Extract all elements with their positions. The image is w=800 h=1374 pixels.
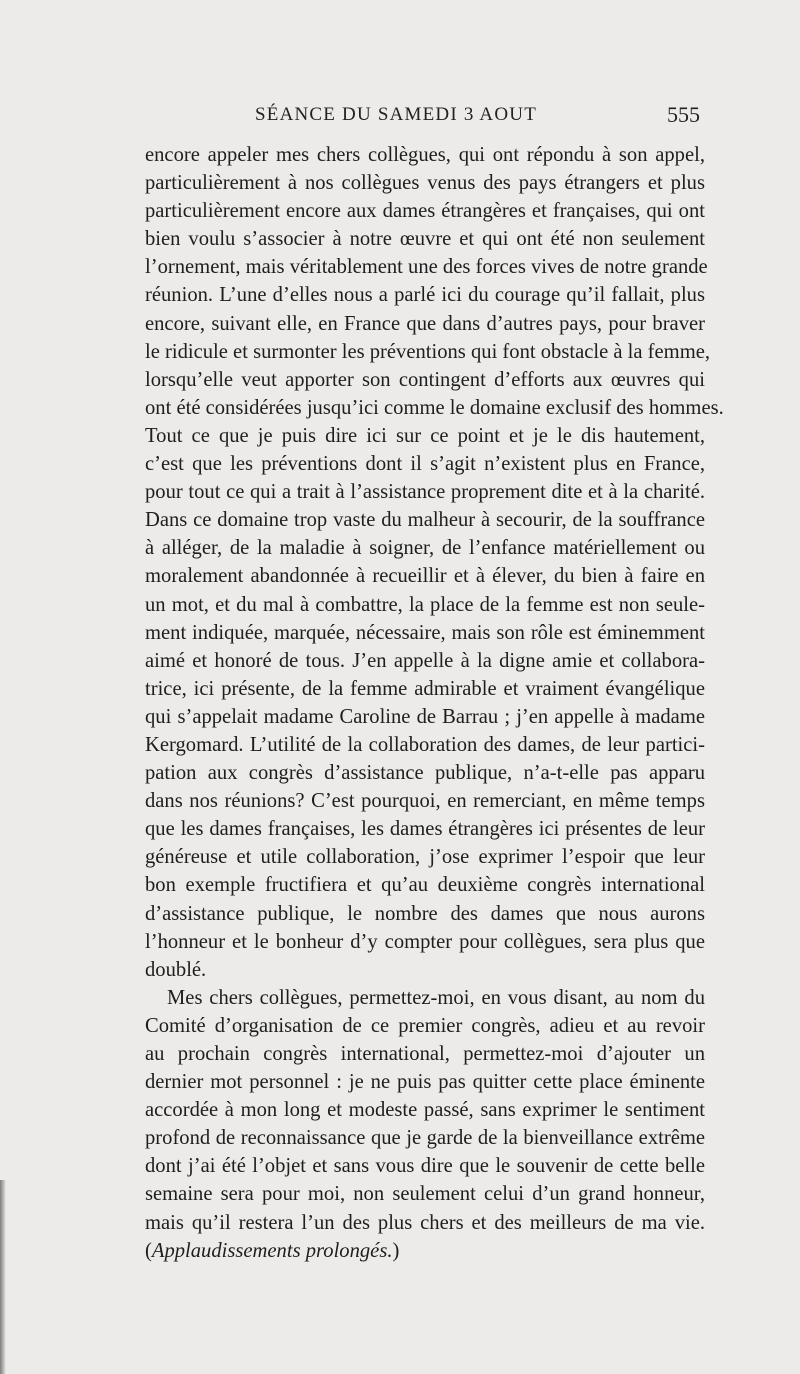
text-line: l’ornement, mais véritablement une des forces vives de notre grande: [145, 256, 708, 279]
running-title: SÉANCE DU SAMEDI 3 AOUT: [255, 104, 537, 125]
text-line: c’est que les préventions dont il s’agit n’existent plus en France,: [145, 453, 705, 476]
text-line: Kergomard. L’utilité de la collaboration des dames, de leur partici-: [145, 733, 705, 756]
page-number: 555: [667, 102, 700, 127]
text-line: moralement abandonnée à recueillir et à élever, du bien à faire en: [145, 565, 705, 588]
text-line: trice, ici présente, de la femme admirable et vraiment évangélique: [145, 677, 705, 700]
page-edge-shadow: [0, 1180, 6, 1374]
text-line: l’honneur et le bonheur d’y compter pour collègues, sera plus que: [145, 930, 705, 953]
text-line: Mes chers collègues, permettez-moi, en vous disant, au nom du: [167, 986, 705, 1009]
closing-close-paren: ): [392, 1239, 400, 1262]
text-line: encore appeler mes chers collègues, qui ont répondu à son appel,: [145, 144, 705, 166]
text-line: bien voulu s’associer à notre œuvre et qui ont été non seulement: [145, 228, 705, 251]
text-line: pour tout ce qui a trait à l’assistance proprement dite et à la charité.: [145, 481, 705, 504]
text-line: un mot, et du mal à combattre, la place de la femme est non seule-: [145, 593, 705, 616]
running-head: [145, 100, 700, 130]
text-line: généreuse et utile collaboration, j’ose exprimer l’espoir que leur: [145, 846, 705, 869]
text-line: encore, suivant elle, en France que dans d’autres pays, pour braver: [145, 312, 705, 335]
text-line: semaine sera pour moi, non seulement celui d’un grand honneur,: [145, 1183, 705, 1206]
text-line: dans nos réunions? C’est pourquoi, en remerciant, en même temps: [145, 790, 705, 813]
text-line: lorsqu’elle veut apporter son contingent d’efforts aux œuvres qui: [145, 368, 705, 391]
text-line: particulièrement à nos collègues venus des pays étrangers et plus: [145, 172, 705, 195]
text-line: bon exemple fructifiera et qu’au deuxième congrès international: [145, 874, 705, 897]
text-line: doublé.: [145, 958, 207, 981]
text-line: profond de reconnaissance que je garde de la bienveillance extrême: [145, 1127, 705, 1150]
closing-remark: [145, 1237, 705, 1265]
text-line: au prochain congrès international, permettez-moi d’ajouter un: [145, 1043, 705, 1065]
text-line: le ridicule et surmonter les préventions qui font obstacle à la femme,: [145, 340, 711, 363]
text-line: dont j’ai été l’objet et sans vous dire que le souvenir de cette belle: [145, 1155, 705, 1178]
text-line: ment indiquée, marquée, nécessaire, mais son rôle est éminemment: [145, 621, 705, 644]
text-line: pation aux congrès d’assistance publique, n’a-t-elle pas apparu: [145, 762, 705, 785]
text-line: particulièrement encore aux dames étrangères et françaises, qui ont: [145, 200, 705, 223]
text-line: Comité d’organisation de ce premier congrès, adieu et au revoir: [145, 1014, 705, 1037]
text-line: Tout ce que je puis dire ici sur ce point et je le dis hautement,: [145, 424, 705, 447]
text-line: que les dames françaises, les dames étrangères ici présentes de leur: [145, 818, 705, 841]
text-line: dernier mot personnel : je ne puis pas quitter cette place éminente: [145, 1071, 705, 1094]
text-line: aimé et honoré de tous. J’en appelle à la digne amie et collabora-: [145, 649, 705, 672]
text-line: à alléger, de la maladie à soigner, de l’enfance matériellement ou: [145, 537, 705, 560]
text-line: d’assistance publique, le nombre des dames que nous aurons: [145, 902, 705, 925]
text-line: Dans ce domaine trop vaste du malheur à secourir, de la souffrance: [145, 509, 705, 532]
closing-applause: Applaudissements prolongés.: [151, 1239, 393, 1262]
text-line: qui s’appelait madame Caroline de Barrau ; j’en appelle à madame: [145, 705, 705, 728]
closing-open-paren: (: [145, 1239, 152, 1262]
text-line: ont été considérées jusqu’ici comme le domaine exclusif des hommes.: [145, 396, 724, 419]
text-line: réunion. L’une d’elles nous a parlé ici du courage qu’il fallait, plus: [145, 284, 705, 307]
text-line: accordée à mon long et modeste passé, sans exprimer le sentiment: [145, 1099, 705, 1122]
body-text: [145, 141, 724, 1265]
text-line: mais qu’il restera l’un des plus chers et des meilleurs de ma vie.: [145, 1211, 705, 1234]
